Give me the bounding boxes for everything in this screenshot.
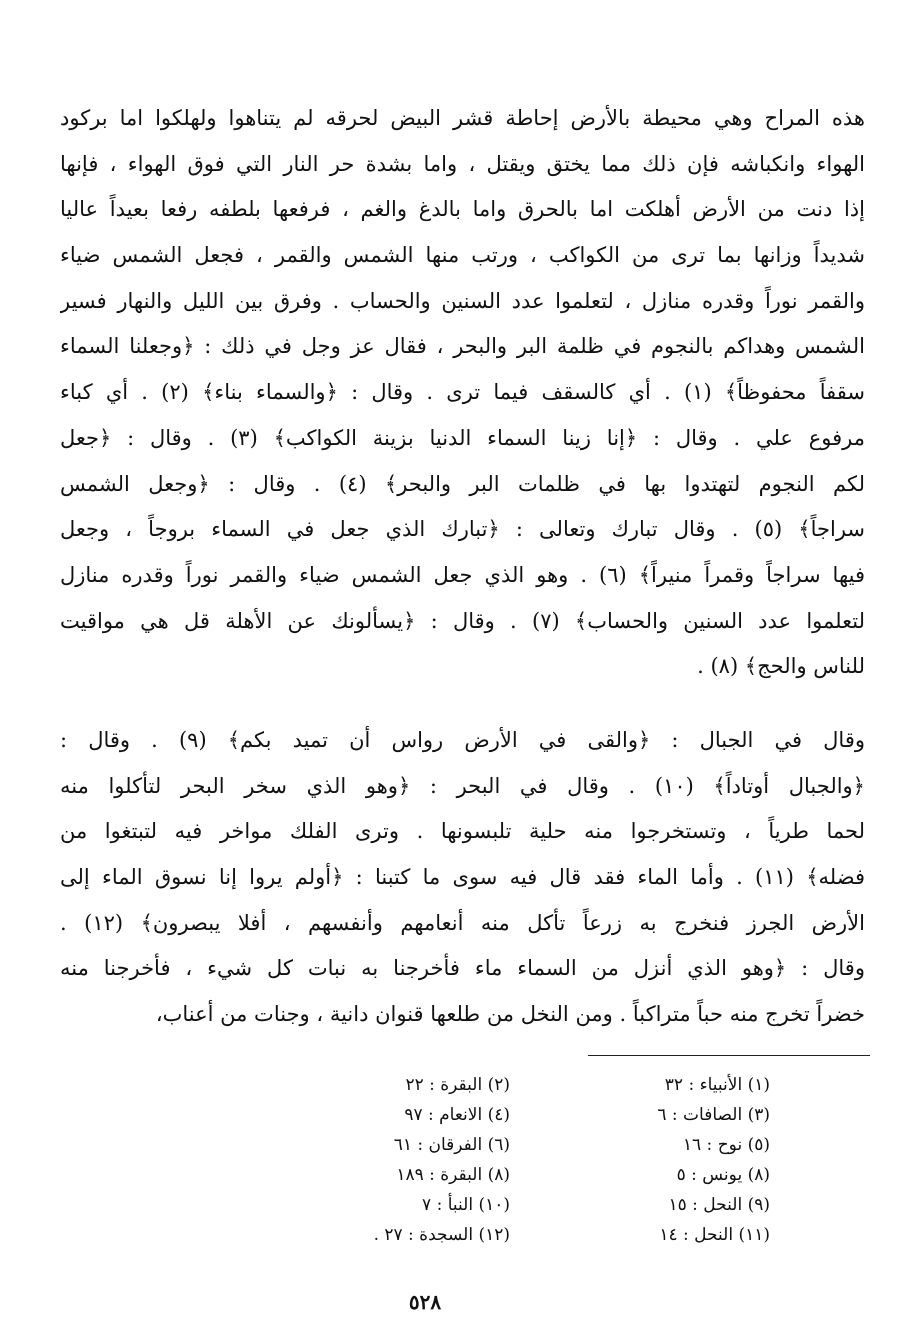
text-line: لكم النجوم لتهتدوا بها في ظلمات البر والبحر﴾ (٤) . وقال : ﴿وجعل الشمس: [60, 471, 865, 496]
footnote: (٢) البقرة : ٢٢: [405, 1075, 510, 1095]
text-line: وقال : ﴿وهو الذي أنزل من السماء ماء فأخرجنا به نبات كل شيء ، فأخرجنا منه: [60, 956, 865, 981]
text-line: فيها سراجاً وقمراً منيراً﴾ (٦) . وهو الذي جعل الشمس ضياء والقمر نوراً وقدره منازل: [60, 562, 865, 587]
footnotes-right-column: [620, 1070, 770, 1250]
footnote: (٥) نوح : ١٦: [682, 1135, 770, 1155]
text-line: والقمر نوراً وقدره منازل ، لتعلموا عدد السنين والحساب . وفرق بين الليل والنهار فسير: [60, 288, 865, 313]
text-line: الأرض الجرز فنخرج به زرعاً تأكل منه أنعامهم وأنفسهم ، أفلا يبصرون﴾ (١٢) .: [60, 910, 865, 935]
paragraph-1: [60, 96, 865, 690]
text-line: وقال في الجبال : ﴿والقى في الأرض رواس أن تميد بكم﴾ (٩) . وقال :: [60, 727, 865, 752]
text-line: هذه المراح وهي محيطة بالأرض إحاطة قشر البيض لحرقه لم يتناهوا ولهلكوا اما بركود: [60, 106, 865, 130]
text-line: سراجاً﴾ (٥) . وقال تبارك وتعالى : ﴿تبارك الذي جعل في السماء بروجاً ، وجعل: [60, 517, 865, 542]
footnote: (١) الأنبياء : ٣٢: [664, 1075, 770, 1095]
footnote: (٤) الانعام : ٩٧: [404, 1105, 510, 1125]
text-line: لتعلموا عدد السنين والحساب﴾ (٧) . وقال : ﴿يسألونك عن الأهلة قل هي مواقيت: [60, 608, 865, 633]
paragraph-gap: [60, 690, 865, 718]
text-line: فضله﴾ (١١) . وأما الماء فقد قال فيه سوى ما كتبنا : ﴿أولم يروا إنا نسوق الماء إلى: [60, 865, 865, 889]
footnote-divider: [588, 1055, 870, 1056]
text-line: خضراً تخرج منه حباً متراكباً . ومن النخل من طلعها قنوان دانية ، وجنات من أعناب،: [155, 1002, 865, 1027]
footnote: (٦) الفرقان : ٦١: [393, 1135, 510, 1155]
text-line: لحما طرياً ، وتستخرجوا منه حلية تلبسونها . وترى الفلك مواخر فيه لتبتغوا من: [60, 819, 865, 844]
main-text: [60, 96, 865, 1038]
footnote: (٩) النحل : ١٥: [668, 1195, 770, 1215]
text-line: سقفاً محفوظاً﴾ (١) . أي كالسقف فيما ترى . وقال : ﴿والسماء بناء﴾ (٢) . أي كباء: [60, 380, 865, 405]
text-line: الهواء وانكباشه فإن ذلك مما يختق ويقتل ، واما بشدة حر النار التي فوق الهواء ، فإنها: [60, 151, 865, 176]
footnote: (٣) الصافات : ٦: [657, 1105, 770, 1125]
footnote: (٨) يونس : ٥: [676, 1165, 770, 1185]
text-line: الشمس وهداكم بالنجوم في ظلمة البر والبحر ، فقال عز وجل في ذلك : ﴿وجعلنا السماء: [60, 334, 865, 359]
footnote: (١١) النحل : ١٤: [659, 1225, 770, 1245]
footnotes-left-column: [320, 1070, 510, 1250]
footnote: (٨) البقرة : ١٨٩: [396, 1165, 510, 1185]
paragraph-2: [60, 718, 865, 1038]
text-line: ﴿والجبال أوتاداً﴾ (١٠) . وقال في البحر : ﴿وهو الذي سخر البحر لتأكلوا منه: [60, 773, 865, 798]
footnote: (١٠) النبأ : ٧: [422, 1195, 510, 1215]
text-line: للناس والحج﴾ (٨) .: [697, 654, 865, 679]
page-number: ٥٢٨: [408, 1290, 442, 1314]
text-line: شديداً وزانها بما ترى من الكواكب ، ورتب منها الشمس والقمر ، فجعل الشمس ضياء: [60, 243, 865, 268]
footnote: (١٢) السجدة : ٢٧ .: [373, 1225, 510, 1245]
text-line: إذا دنت من الأرض أهلكت اما بالحرق واما بالدغ والغم ، فرفعها بلطفه رفعا بعيداً عاليا: [60, 197, 865, 222]
text-line: مرفوع علي . وقال : ﴿إنا زينا السماء الدنيا بزينة الكواكب﴾ (٣) . وقال : ﴿جعل: [60, 425, 865, 450]
